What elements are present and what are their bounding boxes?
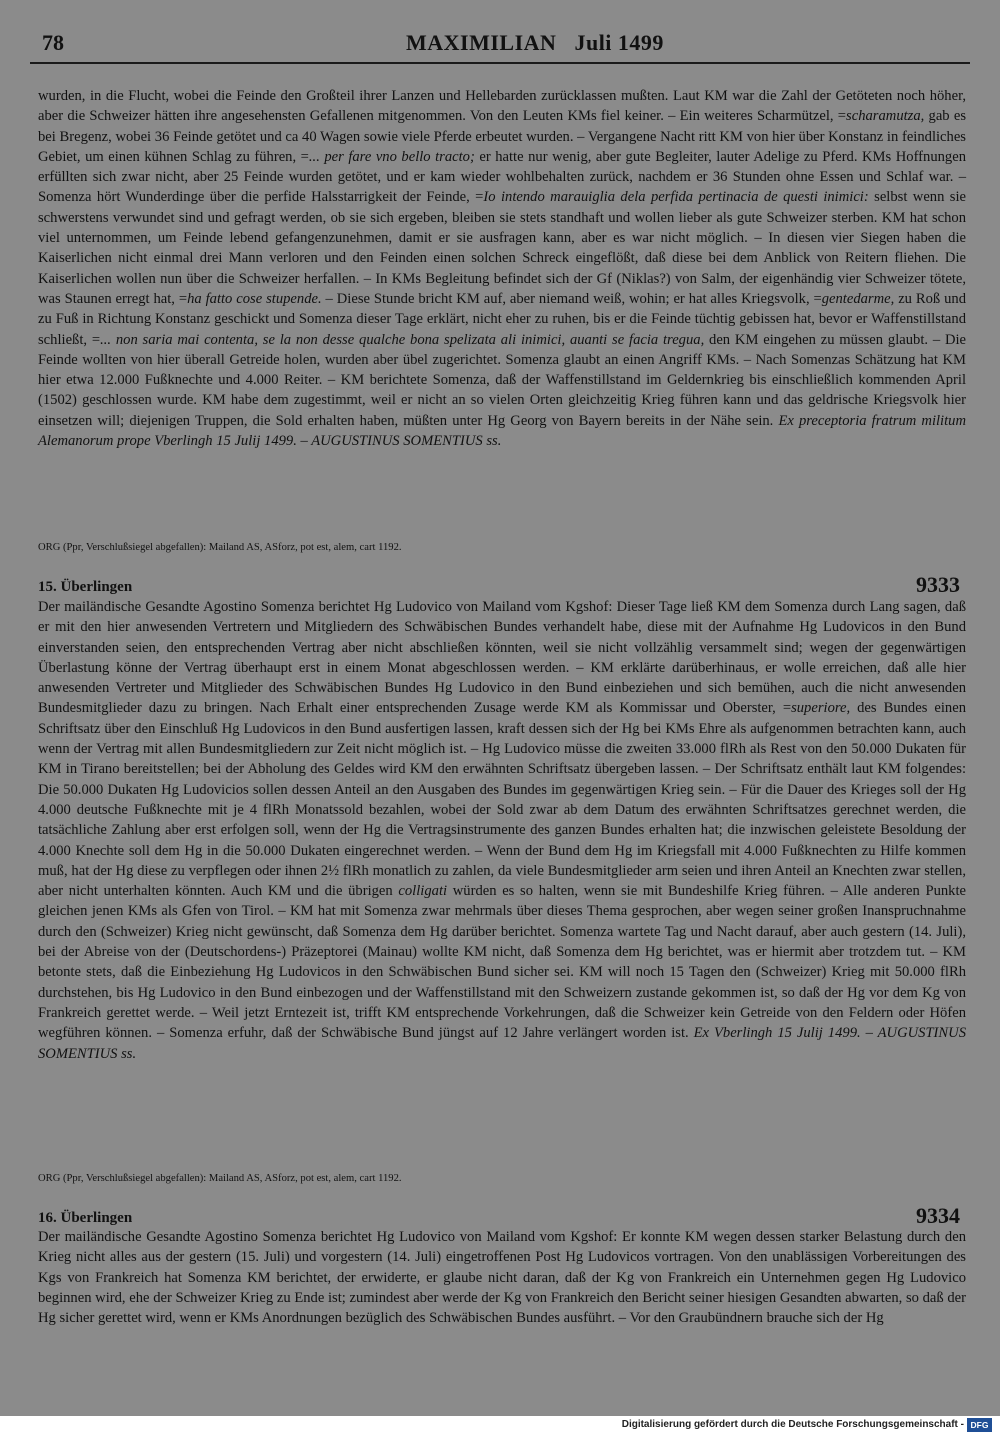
footer-bar xyxy=(0,1416,1000,1436)
funding-credit: Digitalisierung gefördert durch die Deutsche Forschungsgemeinschaft - xyxy=(621,1419,964,1430)
document-number: 9334 xyxy=(916,1203,960,1228)
document-heading-9334 xyxy=(38,1203,962,1227)
document-number: 9333 xyxy=(916,572,960,597)
document-9334-text: Der mailändische Gesandte Agostino Somenza berichtet Hg Ludovico von Mailand vom Kgshof: Er konnte KM wegen dessen starker Belastung durch den Krieg nicht alles aus der gestern (15. Juli) und vorgestern (14. Juli) eingetroffenen Post Hg Ludovicos vortragen. Von den unablässigen Vorbereitungen des Kgs von Frankreich hat Somenza KM berichtet, der erwiderte, er glaube nicht daran, daß der Kg von Frankreich ein Unternehmen gegen Hg Ludovico beginnen wird, ehe der Schweizer Krieg zu Ende ist; zumindest aber werde der Kg von Frankreich den Bericht seiner hiesigen Gesandten abwarten, so daß der Hg sicher gerettet wird, wenn er KMs Anordnungen bezüglich des Schwäbischen Bundes ausführt. – Vor den Graubündnern brauche sich der Hg xyxy=(38,1229,966,1327)
running-date: Juli 1499 xyxy=(574,30,664,55)
dfg-logo: DFG xyxy=(967,1418,992,1432)
source-note-prev: ORG (Ppr, Verschlußsiegel abgefallen): Mailand AS, ASforz, pot est, alem, cart 1192. xyxy=(38,542,402,553)
document-heading-9333 xyxy=(38,572,962,596)
page-header xyxy=(30,30,970,64)
running-title: MAXIMILIAN xyxy=(406,30,557,55)
page-number: 78 xyxy=(42,30,64,55)
source-note-9333: ORG (Ppr, Verschlußsiegel abgefallen): Mailand AS, ASforz, pot est, alem, cart 1192. xyxy=(38,1173,402,1184)
document-title: 15. Überlingen xyxy=(38,579,133,595)
running-head xyxy=(406,30,682,56)
continued-document-text: wurden, in die Flucht, wobei die Feinde den Großteil ihrer Lanzen und Hellebarden zurücklassen mußten. Laut KM war die Zahl der Getöteten noch höher, aber die Schweizer hätten ihre angesehensten Gefallenen mitgenommen. Von den Leuten KMs fiel keiner. – Ein weiteres Scharmützel, =scharamutza, gab es bei Bregenz, wobei 36 Feinde getötet und ca 40 Wagen sowie viele Pferde erbeutet wurden. – Vergangene Nacht ritt KM von hier über Konstanz in feindliches Gebiet, um einen kühnen Schlag zu führen, =... per fare vno bello tracto; er hatte nur wenig, aber gute Begleiter, lauter Adelige zu Pferd. KMs Hoffnungen erfüllten sich zwar nicht, aber 25 Feinde wurden getötet, und er kam wieder wohlbehalten zurück, nachdem er 36 Stunden ohne Essen und Schlaf war. – Somenza hört Wunderdinge über die perfide Halsstarrigkeit der Feinde, =Io intendo marauiglia dela perfida pertinacia de questi inimici: selbst wenn sie schwerstens verwundet sind und gefragt werden, ob sie sich ergeben, bleiben sie stets standhaft und wollen lieber als gute Schweizer sterben. KM hat schon viel unternommen, um Feinde lebend gefangenzunehmen, damit er sie ausfragen kann, aber es war nicht möglich. – In diesen vier Siegen haben die Kaiserlichen nicht einmal drei Mann verloren und den Feinden einen solchen Schreck eingeflößt, daß diese bei dem Anblick von Reitern fliehen. Die Kaiserlichen wollen nun über die Schweizer herfallen. – In KMs Begleitung befindet sich der Gf (Niklas?) von Salm, der eigenhändig vier Schweizer tötete, was Staunen erregt hat, =ha fatto cose stupende. – Diese Stunde bricht KM auf, aber niemand weiß, wohin; er hat alles Kriegsvolk, =gentedarme, zu Roß und zu Fuß in Richtung Konstanz geschickt und Somenza dieser Tage erklärt, nicht eher zu ruhen, bis er die Feinde tüchtig gebissen hat, bevor er Waffenstillstand schließt, =... non saria mai contenta, se la non desse qualche bona spelizata ali inimici, auanti se facia tregua, den KM eingehen zu müssen glaubt. – Die Feinde wollten von hier überall Getreide holen, wurden aber übel zugerichtet. Somenza glaubt an einen Angriff KMs. – Nach Somenzas Schätzung hat KM hier etwa 12.000 Fußknechte und 4.000 Reiter. – KM berichtete Somenza, daß der Waffenstillstand im Geldernkrieg bis einschließlich kommenden April (1502) geschlossen wurde. KM habe dem zugestimmt, weil er nicht an so vielen Orten gleichzeitig Krieg führen kann und das geldrische Kriegsvolk hier einsetzen will; diejenigen Truppen, die Sold erhalten haben, müßten unter Hg Georg von Bayern bereits in der Nähe sein. Ex preceptoria fratrum militum Alemanorum prope Vberlingh 15 Julij 1499. – AUGUSTINUS SOMENTIUS ss. xyxy=(38,88,967,450)
document-9333-text: Der mailändische Gesandte Agostino Somenza berichtet Hg Ludovico von Mailand vom Kgshof: Dieser Tage ließ KM dem Somenza durch Lang sagen, daß er mit den hier anwesenden Vertretern und Mitgliedern des Schwäbischen Bundes verhandelt habe, diese mit der Aufnahme Hg Ludovicos in den Bund einverstanden seien, den entsprechenden Vertrag aber nicht abschließen könnten, weil sie nicht vollzählig versammelt sind; wegen der gegenwärtigen Überlastung könne der Vertrag überhaupt erst in einem Monat abgeschlossen werden. – KM erklärte darüberhinaus, er wolle erreichen, daß alle hier anwesenden Vertreter und Mitglieder des Schwäbischen Bundes Hg Ludovico in den Bund einbeziehen und sich bemühen, auch die nicht anwesenden Bundesmitglieder dazu zu bringen. Nach Erhalt einer entsprechenden Zusage werde KM als Kommissar und Oberster, =superiore, des Bundes einen Schriftsatz über den Einschluß Hg Ludovicos in den Bund ausfertigen lassen, kraft dessen sich der Hg bei KMs Ehre als aufgenommen betrachten kann, auch wenn der Vertrag mit allen Bundesmitgliedern zur Zeit nicht möglich ist. – Hg Ludovico müsse die zweiten 33.000 flRh als Rest von den 50.000 Dukaten für KM in Tirano bereitstellen; bei der Abholung des Geldes wird KM den erwähnten Schriftsatz übergeben lassen. – Der Schriftsatz enthält laut KM folgendes: Die 50.000 Dukaten Hg Ludovicios sollen dessen Anteil an den Ausgaben des Bundes im gegenwärtigen Krieg sein. – Für die Dauer des Krieges soll der Hg 4.000 deutsche Fußknechte mit je 4 flRh Monatssold bezahlen, wobei der Sold zwar ab dem Datum des erwähnten Schriftsatzes gerechnet werden, die tatsächliche Zahlung aber erst erfolgen soll, wenn der Hg die Vertragsinstrumente des ganzen Bundes erhalten hat; die inzwischen geleistete Besoldung der 4.000 Knechte soll dem Hg in die 50.000 Dukaten eingerechnet werden. – Wenn der Bund dem Hg im Kriegsfall mit 4.000 Fußknechten zu Hilfe kommen muß, hat der Hg diese zu verpflegen oder ihnen 2½ flRh monatlich zu zahlen, da viele Bundesmitglieder arm seien und ihren Anteil an Knechten zwar stellen, aber nicht unterhalten könnten. Auch KM und die übrigen colligati würden es so halten, wenn sie mit Bundeshilfe Krieg führen. – Alle anderen Punkte gleichen jenen KMs als Gfen von Tirol. – KM hat mit Somenza zwar mehrmals über dieses Thema gesprochen, aber wegen seiner großen Inanspruchnahme durch den (Schweizer) Krieg nicht gewünscht, daß Somenza dem Hg darüber berichtet. Somenza wartete Tag und Nacht darauf, aber auch gestern (14. Juli), bei der Abreise von der (Deutschordens-) Präzeptorei (Mainau) wollte KM nicht, daß Somenza dem Hg berichtet, was er hiermit aber trotzdem tut. – KM betonte stets, daß die Einbeziehung Hg Ludovicos in den Schwäbischen Bund sicher sei. KM will noch 15 Tagen den (Schweizer) Krieg mit 50.000 flRh durchstehen, bis Hg Ludovico in den Bund einbezogen und der Waffenstillstand mit den Schweizern zustande gekommen ist, so daß der Hg vor dem Kg von Frankreich gerettet werde. – Weil jetzt Erntezeit ist, trifft KM entsprechende Vorkehrungen, daß die Schweizer kein Getreide von den Feldern oder Höfen wegführen können. – Somenza erfuhr, daß der Schwäbische Bund jüngst auf 12 Jahre verlängert worden ist. Ex Vberlingh 15 Julij 1499. – AUGUSTINUS SOMENTIUS ss. xyxy=(38,599,966,1062)
document-title: 16. Überlingen xyxy=(38,1210,133,1226)
